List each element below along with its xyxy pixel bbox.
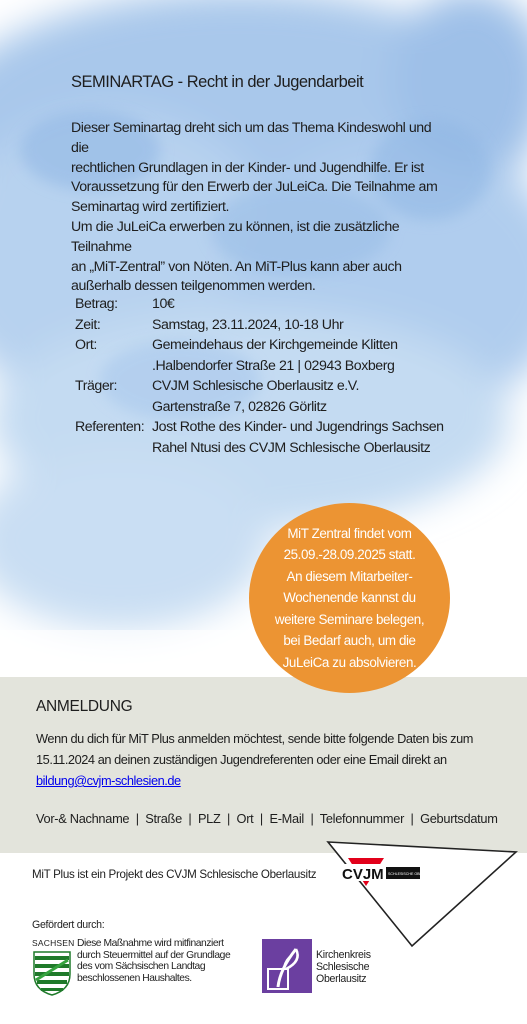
detail-row-referenten xyxy=(75,417,444,438)
registration-heading: ANMELDUNG xyxy=(36,698,133,715)
intro-line: außerhalb dessen teilgenommen werden. xyxy=(71,278,316,295)
mit-zentral-circle xyxy=(249,503,450,693)
event-details xyxy=(75,294,444,458)
registration-text xyxy=(36,728,496,791)
detail-label-empty xyxy=(75,397,152,418)
project-text: MiT Plus ist ein Projekt des CVJM Schlesische Oberlausitz xyxy=(32,868,317,881)
funded-by-label: Gefördert durch: xyxy=(32,919,105,931)
detail-label: Zeit: xyxy=(75,316,101,333)
intro-line: Voraussetzung für den Erwerb der JuLeiCa. Die Teilnahme am xyxy=(71,179,438,196)
registration-email-link[interactable]: bildung@cvjm-schlesien.de xyxy=(36,773,181,788)
circle-line: bei Bedarf auch, um die xyxy=(283,633,416,649)
detail-label-empty xyxy=(75,438,152,459)
detail-row-ort xyxy=(75,335,444,356)
detail-value: .Halbendorfer Straße 21 | 02943 Boxberg xyxy=(152,357,395,374)
cvjm-logo xyxy=(326,838,526,948)
saxony-wordmark: SACHSEN xyxy=(32,938,75,948)
kirchenkreis-text xyxy=(316,949,371,985)
detail-row-zeit xyxy=(75,315,444,336)
detail-label: Betrag: xyxy=(75,296,118,312)
detail-label-empty xyxy=(75,356,152,377)
circle-line: Wochenende kannst du xyxy=(283,590,416,606)
kirchenkreis-line: Kirchenkreis xyxy=(316,949,371,961)
detail-label: Ort: xyxy=(75,337,97,353)
kirchenkreis-line: Oberlausitz xyxy=(316,973,367,985)
intro-line: rechtlichen Grundlagen in der Kinder- und Jugendhilfe. Er ist xyxy=(71,159,424,176)
circle-line: MiT Zentral findet vom xyxy=(287,525,412,541)
kirchenkreis-line: Schlesische xyxy=(316,961,370,973)
intro-line: Dieser Seminartag dreht sich um das Thema Kindeswohl und die xyxy=(71,120,432,156)
detail-row-traeger xyxy=(75,376,444,397)
detail-value: Jost Rothe des Kinder- und Jugendrings Sachsen xyxy=(152,419,444,435)
detail-label: Träger: xyxy=(75,378,118,394)
saxony-crest-icon xyxy=(32,950,72,996)
detail-row-referenten-cont xyxy=(75,438,444,459)
intro-line: Seminartag wird zertifiziert. xyxy=(71,199,230,216)
cvjm-logo-text: CVJM xyxy=(342,866,384,883)
detail-value: Gartenstraße 7, 02826 Görlitz xyxy=(152,398,327,415)
intro-line: an „MiT-Zentral” von Nöten. An MiT-Plus kann aber auch xyxy=(71,258,402,275)
seminar-intro xyxy=(71,119,451,297)
registration-line: 15.11.2024 an deinen zuständigen Jugendreferenten oder eine Email direkt an xyxy=(36,752,447,767)
registration-section xyxy=(0,677,527,853)
detail-value: Gemeindehaus der Kirchgemeinde Klitten xyxy=(152,337,398,353)
detail-row-ort-cont xyxy=(75,356,444,377)
saxony-funding-text: Diese Maßnahme wird mitfinanziert durch Steuermittel auf der Grundlage des vom Sächsischen Landtag beschlossenen Haushaltes. xyxy=(77,938,231,984)
detail-value: Samstag, 23.11.2024, 10-18 Uhr xyxy=(152,316,344,333)
circle-line: An diesem Mitarbeiter- xyxy=(286,568,413,584)
kirchenkreis-logo-icon xyxy=(262,939,312,993)
registration-fields: Vor-& Nachname | Straße | PLZ | Ort | E-Mail | Telefonnummer | Geburtsdatum xyxy=(36,811,498,826)
cvjm-logo-sub: SCHLESISCHE OBERLAUSITZ xyxy=(388,872,440,876)
circle-line: weitere Seminare belegen, xyxy=(274,611,425,627)
detail-row-traeger-cont xyxy=(75,397,444,418)
circle-line: JuLeiCa zu absolvieren. xyxy=(282,654,417,670)
detail-label: Referenten: xyxy=(75,419,145,435)
detail-value: Rahel Ntusi des CVJM Schlesische Oberlausitz xyxy=(152,439,431,456)
seminar-title: SEMINARTAG - Recht in der Jugendarbeit xyxy=(71,73,364,91)
detail-value: 10€ xyxy=(152,296,175,312)
intro-line: Um die JuLeiCa erwerben zu können, ist die zusätzliche Teilnahme xyxy=(71,218,400,255)
detail-row-betrag xyxy=(75,294,444,315)
registration-line: Wenn du dich für MiT Plus anmelden möchtest, sende bitte folgende Daten bis zum xyxy=(36,731,474,746)
circle-line: 25.09.-28.09.2025 statt. xyxy=(283,547,416,563)
detail-value: CVJM Schlesische Oberlausitz e.V. xyxy=(152,378,359,394)
